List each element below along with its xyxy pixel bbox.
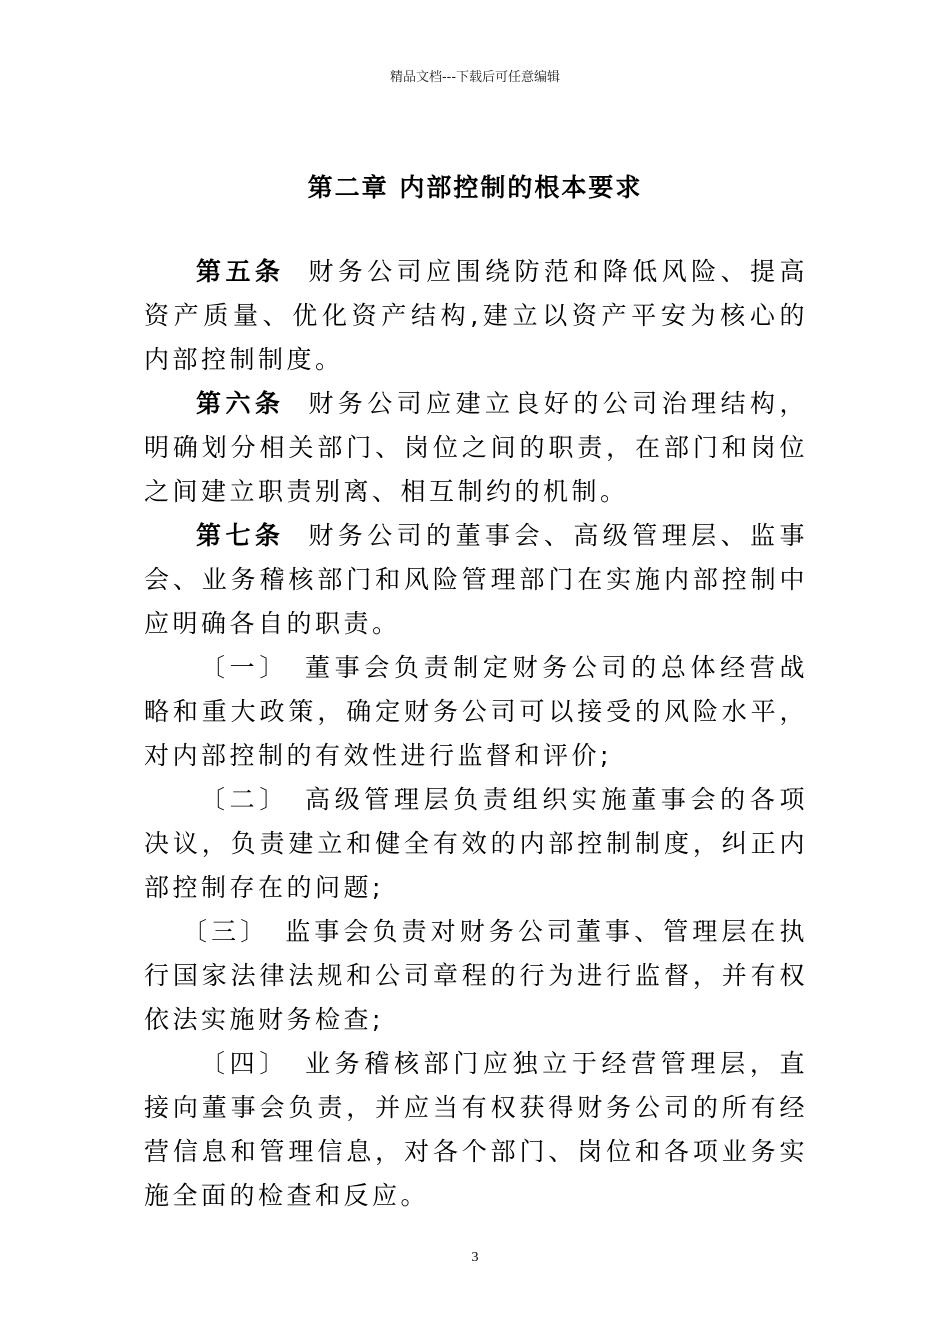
item-4-label: 〔四〕: [200, 1049, 289, 1078]
article-6: [144, 382, 808, 514]
item-1: [144, 646, 808, 778]
item-4-text: 业务稽核部门应独立于经营管理层，直接向董事会负责，并应当有权获得财务公司的所有经营信息和管理信息，对各个部门、岗位和各项业务实施全面的检查和反应。: [144, 1049, 808, 1210]
item-2-text: 高级管理层负责组织实施董事会的各项决议，负责建立和健全有效的内部控制制度，纠正内部控制存在的问题;: [144, 785, 808, 902]
item-4: [144, 1042, 808, 1218]
article-7: [144, 514, 808, 646]
item-3-label: 〔三〕: [182, 917, 270, 946]
item-3-text: 监事会负责对财务公司董事、管理层在执行国家法律法规和公司章程的行为进行监督，并有权依法实施财务检查;: [144, 917, 808, 1034]
article-6-text: 财务公司应建立良好的公司治理结构，明确划分相关部门、岗位之间的职责，在部门和岗位之间建立职责别离、相互制约的机制。: [144, 389, 808, 506]
page-number: 3: [471, 1250, 479, 1265]
article-5-text: 财务公司应围绕防范和降低风险、提高资产质量、优化资产结构,建立以资产平安为核心的内部控制制度。: [144, 257, 808, 374]
article-6-label: 第六条: [196, 389, 285, 418]
article-7-text: 财务公司的董事会、高级管理层、监事会、业务稽核部门和风险管理部门在实施内部控制中应明确各自的职责。: [144, 521, 808, 638]
header-note: 精品文档---下载后可任意编辑: [389, 70, 561, 85]
item-1-label: 〔一〕: [200, 653, 289, 682]
article-7-label: 第七条: [196, 521, 285, 550]
document-body: [144, 250, 808, 1218]
item-2: [144, 778, 808, 910]
article-5: [144, 250, 808, 382]
item-1-text: 董事会负责制定财务公司的总体经营战略和重大政策，确定财务公司可以接受的风险水平，对内部控制的有效性进行监督和评价;: [144, 653, 808, 770]
article-5-label: 第五条: [196, 257, 285, 286]
item-2-label: 〔二〕: [200, 785, 289, 814]
item-3: [144, 910, 808, 1042]
chapter-title: 第二章 内部控制的根本要求: [307, 173, 643, 202]
